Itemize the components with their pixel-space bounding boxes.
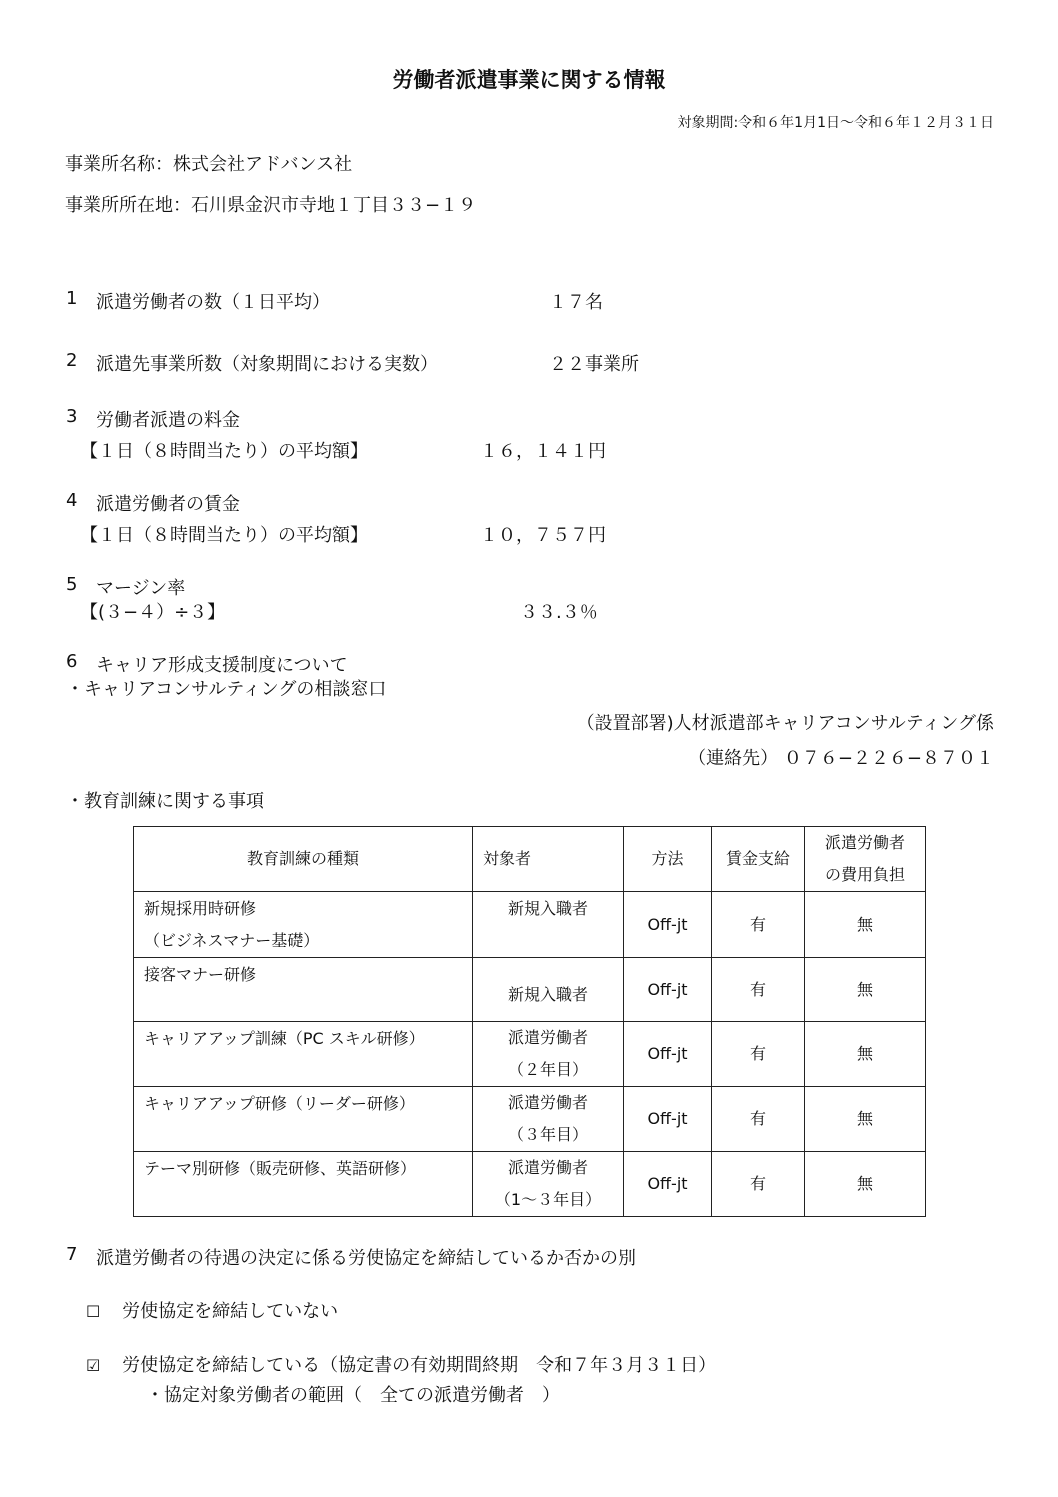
training-name: 接客マナー研修 <box>144 965 257 984</box>
table-row <box>134 1152 926 1217</box>
cost-cell: 無 <box>805 958 926 1022</box>
item3-number: 3 <box>66 406 78 427</box>
method-cell: Off-jt <box>624 1087 712 1152</box>
method-cell: Off-jt <box>624 892 712 958</box>
item4-sub: 【１日（８時間当たり）の平均額】 <box>80 525 368 546</box>
item5-number: 5 <box>66 574 78 595</box>
header-cost-line1: 派遣労働者 <box>824 833 905 852</box>
method-cell: Off-jt <box>624 1152 712 1217</box>
wage-cell: 有 <box>712 1022 805 1087</box>
item4-label: 派遣労働者の賃金 <box>96 494 240 515</box>
table-row <box>134 958 926 1022</box>
header-method: 方法 <box>624 827 712 892</box>
item5-label: マージン率 <box>96 578 186 599</box>
training-name: キャリアアップ研修（リーダー研修） <box>144 1094 415 1113</box>
office-address: 事業所所在地：石川県金沢市寺地１丁目３３−１９ <box>65 195 477 216</box>
item2-value: ２２事業所 <box>549 354 639 375</box>
table-row <box>134 1022 926 1087</box>
header-cost-line2: の費用負担 <box>824 865 905 884</box>
training-name-cell <box>134 958 473 1022</box>
cost-cell: 無 <box>805 1022 926 1087</box>
target-cell <box>473 892 624 958</box>
page-title: 労働者派遣事業に関する情報 <box>392 68 666 92</box>
career-consult-title: ・キャリアコンサルティングの相談窓口 <box>66 679 387 700</box>
item4-number: 4 <box>66 490 78 511</box>
training-name-cell <box>134 892 473 958</box>
item3-label: 労働者派遣の料金 <box>96 410 240 431</box>
training-name-sub: （ビジネスマナー基礎） <box>144 931 320 950</box>
item7-number: 7 <box>66 1244 78 1265</box>
item1-number: 1 <box>66 288 78 309</box>
training-name-cell <box>134 1022 473 1087</box>
item4-value: １０，７５７円 <box>480 525 606 546</box>
target-line2: 新規入職者 <box>507 984 588 1004</box>
item1-label: 派遣労働者の数（１日平均） <box>96 292 330 313</box>
option-not-concluded <box>86 1297 338 1323</box>
target-cell <box>473 958 624 1022</box>
wage-cell: 有 <box>712 1152 805 1217</box>
table-row <box>134 1087 926 1152</box>
target-line2: （３年目） <box>507 1125 588 1144</box>
wage-cell: 有 <box>712 1087 805 1152</box>
training-name: キャリアアップ訓練（PC スキル研修） <box>144 1029 425 1048</box>
table-row <box>134 892 926 958</box>
cost-cell: 無 <box>805 892 926 958</box>
target-line2: 新規入職者 <box>507 898 588 918</box>
option-concluded-label: 労使協定を締結している（協定書の有効期間終期 令和７年３月３１日） <box>122 1355 717 1376</box>
item5-sub: 【(３−４）÷３】 <box>80 602 226 623</box>
cost-cell: 無 <box>805 1087 926 1152</box>
item5-value: ３３.３％ <box>520 602 598 623</box>
target-cell <box>473 1022 624 1087</box>
target-line2: （1～３年目） <box>494 1190 602 1209</box>
table-header-row <box>134 827 926 892</box>
item2-number: 2 <box>66 350 78 371</box>
option-not-concluded-label: 労使協定を締結していない <box>122 1301 339 1322</box>
checked-checkbox-icon: ☑ <box>86 1356 101 1375</box>
method-cell: Off-jt <box>624 958 712 1022</box>
unchecked-checkbox-icon: ☐ <box>86 1302 101 1321</box>
office-name: 事業所名称：株式会社アドバンス社 <box>65 154 353 175</box>
target-period: 対象期間:令和６年1月1日～令和６年１２月３１日 <box>677 115 994 131</box>
target-line1: 派遣労働者 <box>507 1093 588 1112</box>
header-wage: 賃金支給 <box>712 827 805 892</box>
training-name: 新規採用時研修 <box>144 899 257 918</box>
item3-sub: 【１日（８時間当たり）の平均額】 <box>80 441 368 462</box>
agreement-scope: ・協定対象労働者の範囲（ 全ての派遣労働者 ） <box>146 1385 560 1406</box>
header-target: 対象者 <box>473 827 624 892</box>
target-line2: （２年目） <box>507 1060 588 1079</box>
header-cost <box>805 827 926 892</box>
wage-cell: 有 <box>712 958 805 1022</box>
item7-label: 派遣労働者の待遇の決定に係る労使協定を締結しているか否かの別 <box>96 1248 636 1269</box>
item6-number: 6 <box>66 651 78 672</box>
method-cell: Off-jt <box>624 1022 712 1087</box>
cost-cell: 無 <box>805 1152 926 1217</box>
training-name-cell <box>134 1087 473 1152</box>
option-concluded <box>86 1351 716 1377</box>
career-consult-contact: （連絡先） ０７６−２２６−８７０１ <box>688 748 994 769</box>
career-consult-dept: （設置部署)人材派遣部キャリアコンサルティング係 <box>576 713 994 734</box>
training-name-cell <box>134 1152 473 1217</box>
target-line1: 派遣労働者 <box>507 1158 588 1177</box>
wage-cell: 有 <box>712 892 805 958</box>
item3-value: １６，１４１円 <box>480 441 606 462</box>
header-training-type: 教育訓練の種類 <box>134 827 473 892</box>
target-cell <box>473 1087 624 1152</box>
education-table <box>133 826 926 1217</box>
target-cell <box>473 1152 624 1217</box>
item2-label: 派遣先事業所数（対象期間における実数） <box>96 354 438 375</box>
education-section-title: ・教育訓練に関する事項 <box>66 791 264 812</box>
training-name: テーマ別研修（販売研修、英語研修） <box>144 1159 417 1178</box>
item6-label: キャリア形成支援制度について <box>96 655 348 676</box>
item1-value: １７名 <box>549 292 603 313</box>
target-line1: 派遣労働者 <box>507 1028 588 1047</box>
